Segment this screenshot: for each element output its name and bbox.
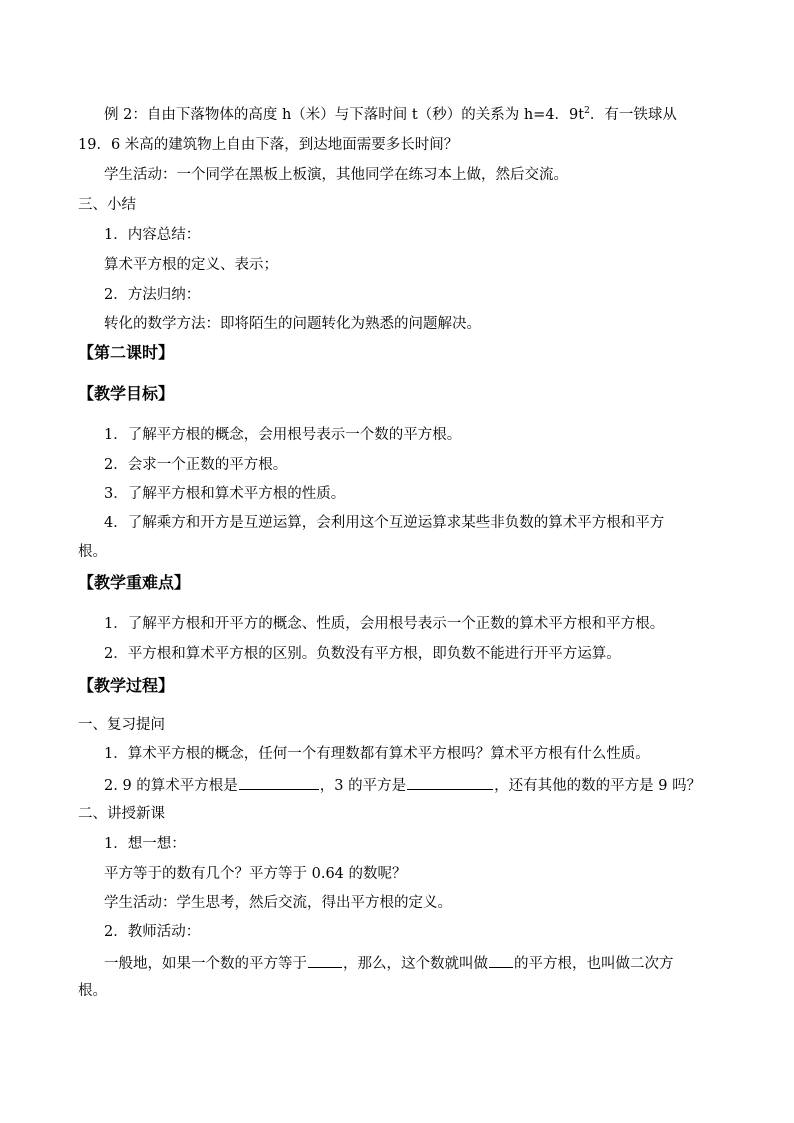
definition-line bbox=[0, 952, 794, 974]
key-point-2-text: 2．平方根和算术平方根的区别。负数没有平方根，即负数不能进行开平方运算。 bbox=[104, 646, 621, 662]
goal-2-text: 2．会求一个正数的平方根。 bbox=[104, 457, 288, 473]
teacher-activity-heading-text: 2．教师活动： bbox=[104, 924, 201, 940]
teaching-process-heading-text: 【教学过程】 bbox=[78, 676, 175, 695]
key-point-1 bbox=[0, 614, 794, 634]
definition-text-c: 的平方根，也叫做二次方 bbox=[514, 956, 674, 972]
review-question-1-text: 1．算术平方根的概念，任何一个有理数都有算术平方根吗？算术平方根有什么性质。 bbox=[104, 746, 650, 762]
answer-blank bbox=[239, 774, 319, 790]
definition-text-b: ，那么，这个数就叫做 bbox=[343, 956, 488, 972]
goal-2 bbox=[0, 455, 794, 475]
student-activity-1 bbox=[0, 165, 794, 185]
example-2-continuation bbox=[0, 135, 794, 155]
goal-4-continuation-text: 根。 bbox=[78, 544, 107, 560]
answer-blank bbox=[308, 952, 342, 968]
example-2-text-end: ．有一铁球从 bbox=[589, 107, 677, 123]
key-point-2 bbox=[0, 644, 794, 664]
example-2-text: 例 2：自由下落物体的高度 h（米）与下落时间 t（秒）的关系为 h=4．9t bbox=[104, 107, 585, 123]
definition-continuation-text: 根。 bbox=[78, 983, 107, 999]
goal-1-text: 1．了解平方根的概念，会用根号表示一个数的平方根。 bbox=[104, 427, 462, 443]
review-question-2-text-c: ，还有其他的数的平方是 9 吗？ bbox=[494, 778, 702, 794]
answer-blank bbox=[489, 952, 513, 968]
definition-continuation bbox=[0, 981, 794, 1001]
content-summary bbox=[0, 255, 794, 275]
think-question-text: 平方等于的数有几个？平方等于 0.64 的数呢？ bbox=[104, 866, 407, 882]
exponent: 2 bbox=[584, 106, 590, 116]
lesson-2-heading-text: 【第二课时】 bbox=[78, 343, 175, 362]
teaching-goals-heading bbox=[0, 384, 794, 404]
student-activity-2 bbox=[0, 893, 794, 913]
student-activity-1-text: 学生活动：一个同学在黑板上板演，其他同学在练习本上做，然后交流。 bbox=[104, 167, 568, 183]
new-lesson-heading-text: 二、讲授新课 bbox=[78, 806, 165, 822]
new-lesson-heading bbox=[0, 804, 794, 824]
review-question-2-text-a: 2. 9 的算术平方根是 bbox=[104, 778, 238, 794]
definition-text-a: 一般地，如果一个数的平方等于 bbox=[104, 956, 307, 972]
key-point-1-text: 1．了解平方根和开平方的概念、性质，会用根号表示一个正数的算术平方根和平方根。 bbox=[104, 616, 665, 632]
method-summary-text: 转化的数学方法：即将陌生的问题转化为熟悉的问题解决。 bbox=[104, 316, 481, 332]
review-heading bbox=[0, 715, 794, 735]
method-summary-heading-text: 2．方法归纳： bbox=[104, 287, 201, 303]
goal-4 bbox=[0, 513, 794, 533]
answer-blank bbox=[407, 774, 493, 790]
content-summary-heading bbox=[0, 225, 794, 245]
teacher-activity-heading bbox=[0, 922, 794, 942]
review-question-1 bbox=[0, 744, 794, 764]
goal-4-text: 4．了解乘方和开方是互逆运算，会利用这个互逆运算求某些非负数的算术平方根和平方 bbox=[104, 515, 665, 531]
review-heading-text: 一、复习提问 bbox=[78, 717, 165, 733]
student-activity-2-text: 学生活动：学生思考，然后交流，得出平方根的定义。 bbox=[104, 895, 452, 911]
review-question-2 bbox=[0, 774, 794, 796]
goal-4-continuation bbox=[0, 542, 794, 562]
example-2-line bbox=[0, 105, 794, 125]
content-summary-heading-text: 1．内容总结： bbox=[104, 227, 201, 243]
lesson-2-heading bbox=[0, 343, 794, 363]
content-summary-text: 算术平方根的定义、表示； bbox=[104, 257, 278, 273]
key-points-heading bbox=[0, 573, 794, 593]
review-question-2-text-b: ，3 的平方是 bbox=[319, 778, 407, 794]
method-summary bbox=[0, 314, 794, 334]
think-question bbox=[0, 864, 794, 884]
teaching-goals-heading-text: 【教学目标】 bbox=[78, 384, 175, 403]
summary-heading bbox=[0, 195, 794, 215]
goal-1 bbox=[0, 425, 794, 445]
key-points-heading-text: 【教学重难点】 bbox=[78, 573, 191, 592]
think-heading-text: 1．想一想： bbox=[104, 836, 186, 852]
goal-3 bbox=[0, 484, 794, 504]
goal-3-text: 3．了解平方根和算术平方根的性质。 bbox=[104, 486, 346, 502]
example-2-continuation-text: 19．6 米高的建筑物上自由下落，到达地面需要多长时间？ bbox=[78, 137, 459, 153]
teaching-process-heading bbox=[0, 676, 794, 696]
summary-heading-text: 三、小结 bbox=[78, 197, 136, 213]
method-summary-heading bbox=[0, 285, 794, 305]
think-heading bbox=[0, 834, 794, 854]
